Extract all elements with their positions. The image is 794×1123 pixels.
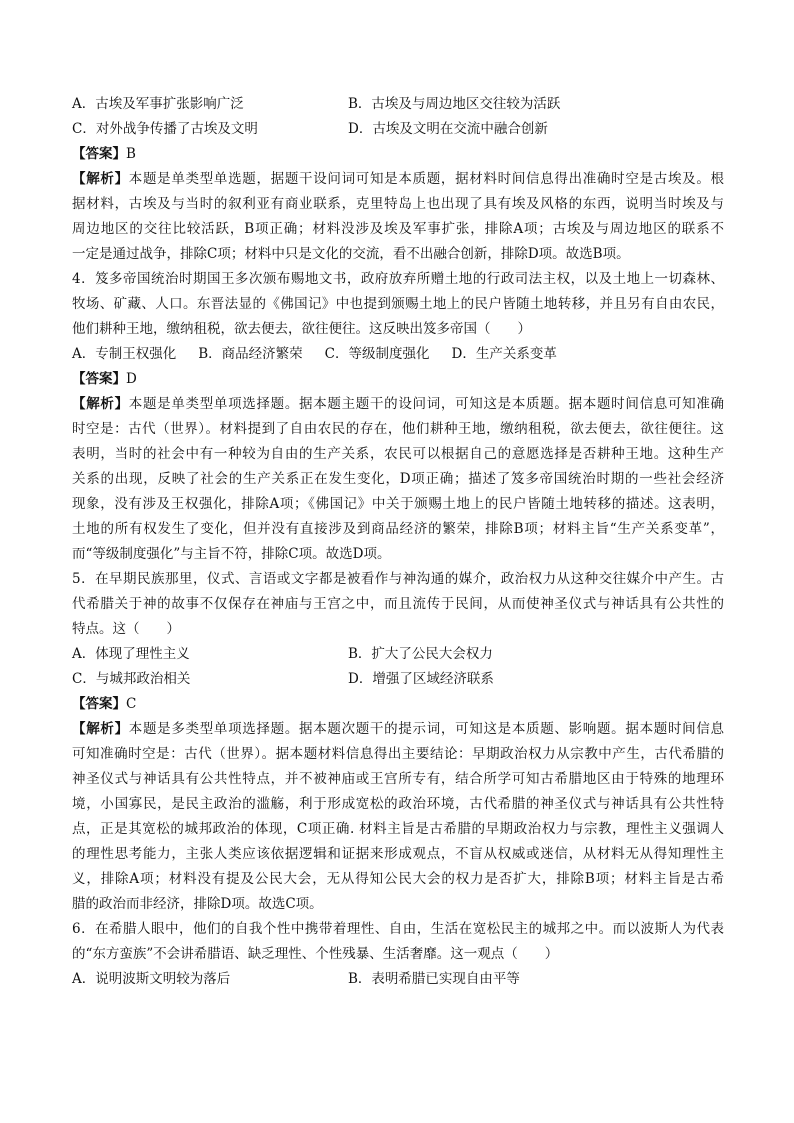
- q4-stem-line: 他们耕种王地，缴纳租税，欲去便去，欲往便往。这反映出笈多帝国（ ）: [72, 321, 531, 337]
- q4-analysis-line: 表明，当时的社会中有一种较为自由的生产关系，农民可以根据自己的意愿选择是否耕种王地。这种生产: [72, 446, 724, 462]
- q3-option-d: D．古埃及文明在交流中融合创新: [348, 121, 548, 137]
- q5-analysis-line: 腊的政治而非经济，排除D项。故选C项。: [72, 896, 323, 912]
- q3-analysis-line: 周边地区的交往比较活跃，B项正确；材料没涉及埃及军事扩张，排除A项；古埃及与周边地区的联系不: [72, 221, 724, 237]
- q5-option-c: C．与城邦政治相关: [72, 671, 191, 687]
- analysis-tag: 【解析】: [72, 171, 129, 187]
- answer-value: D: [126, 371, 137, 387]
- q5-analysis-line: 点，正是其宽松的城邦政治的体现，C项正确. 材料主旨是古希腊的早期政治权力与宗教，理性主义强调人: [72, 821, 724, 837]
- answer-tag: 【答案】: [72, 696, 126, 712]
- q3-option-b: B．古埃及与周边地区交往较为活跃: [348, 96, 561, 112]
- q3-option-c: C．对外战争传播了古埃及文明: [72, 121, 258, 137]
- q6-stem-line: 6．在希腊人眼中，他们的自我个性中携带着理性、自由，生活在宽松民主的城邦之中。而以波斯人为代表: [72, 921, 724, 937]
- q5-answer: [72, 692, 724, 717]
- answer-tag: 【答案】: [72, 371, 126, 387]
- analysis-tag: 【解析】: [72, 396, 129, 412]
- answer-value: B: [126, 146, 136, 162]
- q3-option-a: A．古埃及军事扩张影响广泛: [72, 96, 244, 112]
- q4-analysis-line: 时空是：古代（世界）。材料提到了自由农民的存在，他们耕种王地，缴纳租税，欲去便去，欲往便往。这: [72, 421, 724, 437]
- q5-analysis-line: 神圣仪式与神话具有公共性特点，并不被神庙或王宫所专有，结合所学可知古希腊地区由于特殊的地理环: [72, 771, 724, 787]
- q5-stem-line: 5．在早期民族那里，仪式、言语或文字都是被看作与神沟通的媒介，政治权力从这种交往媒介中产生。古: [72, 571, 724, 587]
- q5-options-row2: [72, 667, 724, 692]
- document-page: [72, 92, 724, 992]
- q4-option-a: A．专制王权强化: [72, 346, 177, 362]
- analysis-tag: 【解析】: [72, 721, 129, 737]
- q4-stem-line: 4．笈多帝国统治时期国王多次颁布赐地文书，政府放弃所赠土地的行政司法主权，以及土地上一切森林、: [72, 271, 724, 287]
- q4-answer: [72, 367, 724, 392]
- q6-option-b: B．表明希腊已实现自由平等: [348, 971, 520, 987]
- q5-option-d: D．增强了区域经济联系: [348, 671, 494, 687]
- q3-analysis-line: 一定是通过战争，排除C项；材料中只是文化的交流，看不出融合创新，排除D项。故选B项。: [72, 246, 630, 262]
- q5-option-a: A．体现了理性主义: [72, 646, 190, 662]
- q4-options: [72, 342, 724, 367]
- q5-stem-line: 特点。这（ ）: [72, 621, 180, 637]
- q3-analysis-line: 【解析】本题是单类型单选题，据题干设问词可知是本质题，据材料时间信息得出准确时空是古埃及。根: [72, 171, 725, 187]
- q5-analysis-line: 可知准确时空是：古代（世界）。据本题材料信息得出主要结论：早期政治权力从宗教中产生，古代希腊的: [72, 746, 724, 762]
- q4-option-d: D．生产关系变革: [451, 346, 557, 362]
- q5-analysis-line: 的理性思考能力，主张人类应该依据逻辑和证据来形成观点，不盲从权威或迷信，从材料无从得知理性主: [72, 846, 724, 862]
- q3-options-row1: [72, 92, 724, 117]
- q5-analysis-line: 义，排除A项；材料没有提及公民大会，无从得知公民大会的权力是否扩大，排除B项；材料主旨是古希: [72, 871, 724, 887]
- q3-answer: [72, 142, 724, 167]
- q5-analysis-line: 【解析】本题是多类型单项选择题。据本题次题干的提示词，可知这是本质题、影响题。据本题时间信息: [72, 721, 725, 737]
- q6-option-a: A．说明波斯文明较为落后: [72, 971, 231, 987]
- q5-options-row1: [72, 642, 724, 667]
- q6-options-row1: [72, 967, 724, 992]
- q4-stem-line: 牧场、矿藏、人口。东晋法显的《佛国记》中也提到颁赐土地上的民户皆随土地转移，并且另有自由农民，: [72, 296, 724, 312]
- q5-option-b: B．扩大了公民大会权力: [348, 646, 493, 662]
- answer-tag: 【答案】: [72, 146, 126, 162]
- q4-analysis-line: 关系的出现，反映了社会的生产关系正在发生变化，D项正确；描述了笈多帝国统治时期的一些社会经济: [72, 471, 724, 487]
- q5-analysis-line: 境，小国寡民，是民主政治的滥觞，利于形成宽松的政治环境，古代希腊的神圣仪式与神话具有公共性特: [72, 796, 724, 812]
- q4-analysis-line: 现象，没有涉及王权强化，排除A项；《佛国记》中关于颁赐土地上的民户皆随土地转移的描述。这表明，: [72, 496, 724, 512]
- answer-value: C: [126, 696, 137, 712]
- q4-analysis-line: 【解析】本题是单类型单项选择题。据本题主题干的设问词，可知这是本质题。据本题时间信息可知准确: [72, 396, 725, 412]
- q5-stem-line: 代希腊关于神的故事不仅保存在神庙与王宫之中，而且流传于民间，从而使神圣仪式与神话具有公共性的: [72, 596, 724, 612]
- q3-options-row2: [72, 117, 724, 142]
- q3-analysis-line: 据材料，古埃及与当时的叙利亚有商业联系，克里特岛上也出现了具有埃及风格的东西，说明当时埃及与: [72, 196, 724, 212]
- q4-option-c: C．等级制度强化: [324, 346, 430, 362]
- q6-stem-line: 的“东方蛮族”不会讲希腊语、缺乏理性、个性残暴、生活奢靡。这一观点（ ）: [72, 946, 559, 962]
- q4-option-b: B．商品经济繁荣: [198, 346, 303, 362]
- q4-analysis-line: 土地的所有权发生了变化，但并没有直接涉及到商品经济的繁荣，排除B项；材料主旨“生产关系变革”，: [72, 521, 724, 537]
- q4-analysis-line: 而“等级制度强化”与主旨不符，排除C项。故选D项。: [72, 546, 391, 562]
